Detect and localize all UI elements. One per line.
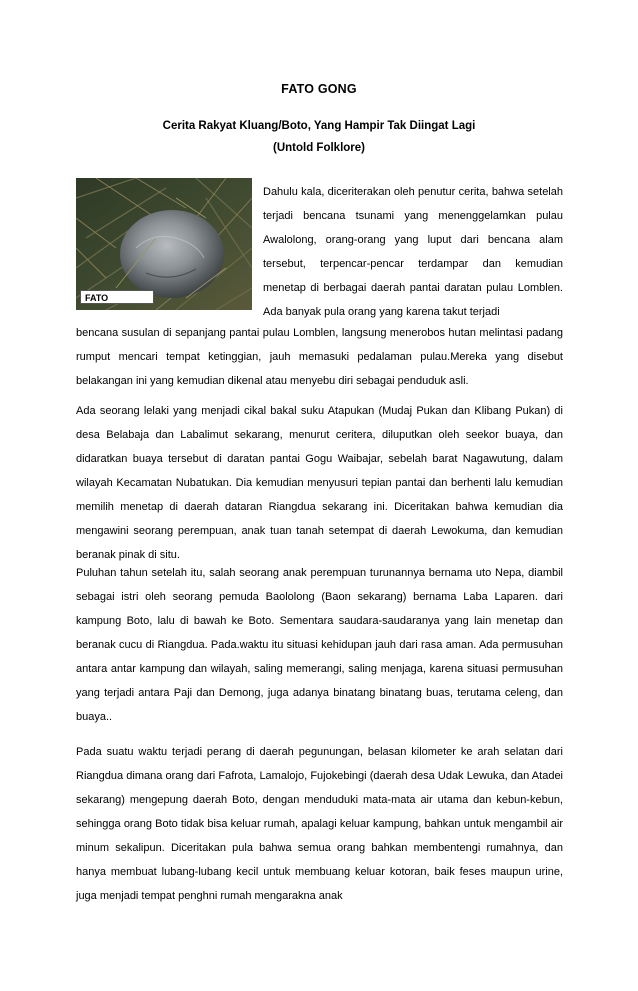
document-title: FATO GONG xyxy=(281,82,357,96)
body-paragraph: Ada seorang lelaki yang menjadi cikal bakal suku Atapukan (Mudaj Pukan dan Klibang Pukan) di desa Belabaja dan Labalimut sekarang, menurut ceritera, diluputkan oleh seekor buaya, dan didaratkan buaya tersebut di daratan pantai Gogu Waibajar, sebelah barat Nagawutung, dalam wilayah Kecamatan Nubatukan. Dia kemudian menyusuri tepian pantai dan berhenti lalu kemudian memilih menetap di daerah dataran Riangdua sekarang ini. Diceritakan bahwa kemudian dia mengawini seorang perempuan, anak tuan tanah setempat di daerah Lewokuma, dan kemudian beranak pinak di situ. xyxy=(76,405,563,561)
photo-caption-label: FATO xyxy=(80,290,154,304)
body-paragraph: Pada suatu waktu terjadi perang di daerah pegunungan, belasan kilometer ke arah selatan dari Riangdua dimana orang dari Fafrota, Lamalojo, Fujokebingi (daerah desa Udak Lewuka, dan Atadei sekarang) mengepung daerah Boto, dengan menduduki mata-mata air utama dan kebun-kebun, sehingga orang Boto tidak bisa keluar rumah, apalagi keluar kampung, bahkan untuk mengambil air minum sekalipun. Diceritakan pula bahwa semua orang bahkan membentengi rumahnya, dan hanya membuat lubang-lubang kecil untuk membuang keluar kotoran, baik feses maupun urine, juga menjadi tempat penghni rumah mengaraknа anak xyxy=(76,746,563,902)
intro-paragraph-continued: bencana susulan di sepanjang pantai pulau Lomblen, langsung menerobos hutan melintasi padang rumput mencari tempat ketinggian, jauh memasuki pedalaman pulau.Mereka yang disebut belakangan ini yang kemudian dikenal atau menyebu diri sebagai penduduk asli. xyxy=(76,327,563,387)
body-paragraph: Puluhan tahun setelah itu, salah seorang anak perempuan turunannya bernama uto Nepa, diambil sebagai istri oleh seorang pemuda Baololong (Baon sekarang) bernama Laba Laparen. dari kampung Boto, lalu di bawah ke Boto. Sementara saudara-saudaranya yang lain menetap dan beranak cucu di Riangdua. Pada.waktu itu situasi kehidupan jauh dari rasa aman. Ada permusuhan antara antar kampung dan wilayah, saling memerangi, saling menjaga, karena situasi permusuhan yang terjadi antara Paji dan Demong, juga adanya binatang binatang buas, terutama celeng, dan buaya.. xyxy=(76,567,563,723)
document-subtitle-note: (Untold Folklore) xyxy=(273,142,365,154)
intro-paragraph-side: Dahulu kala, diceriterakan oleh penutur cerita, bahwa setelah terjadi bencana tsunami yang menenggelamkan pulau Awalolong, orang-orang yang luput dari bencana alam tersebut, terpencar-pencar terdampar dan kemudian menetap di berbagai daerah pantai daratan pulau Lomblen. Ada banyak pula orang yang karena takut terjadi xyxy=(263,186,563,318)
fato-stone-photo xyxy=(76,178,252,310)
document-subtitle: Cerita Rakyat Kluang/Boto, Yang Hampir Tak Diingat Lagi xyxy=(162,120,476,132)
